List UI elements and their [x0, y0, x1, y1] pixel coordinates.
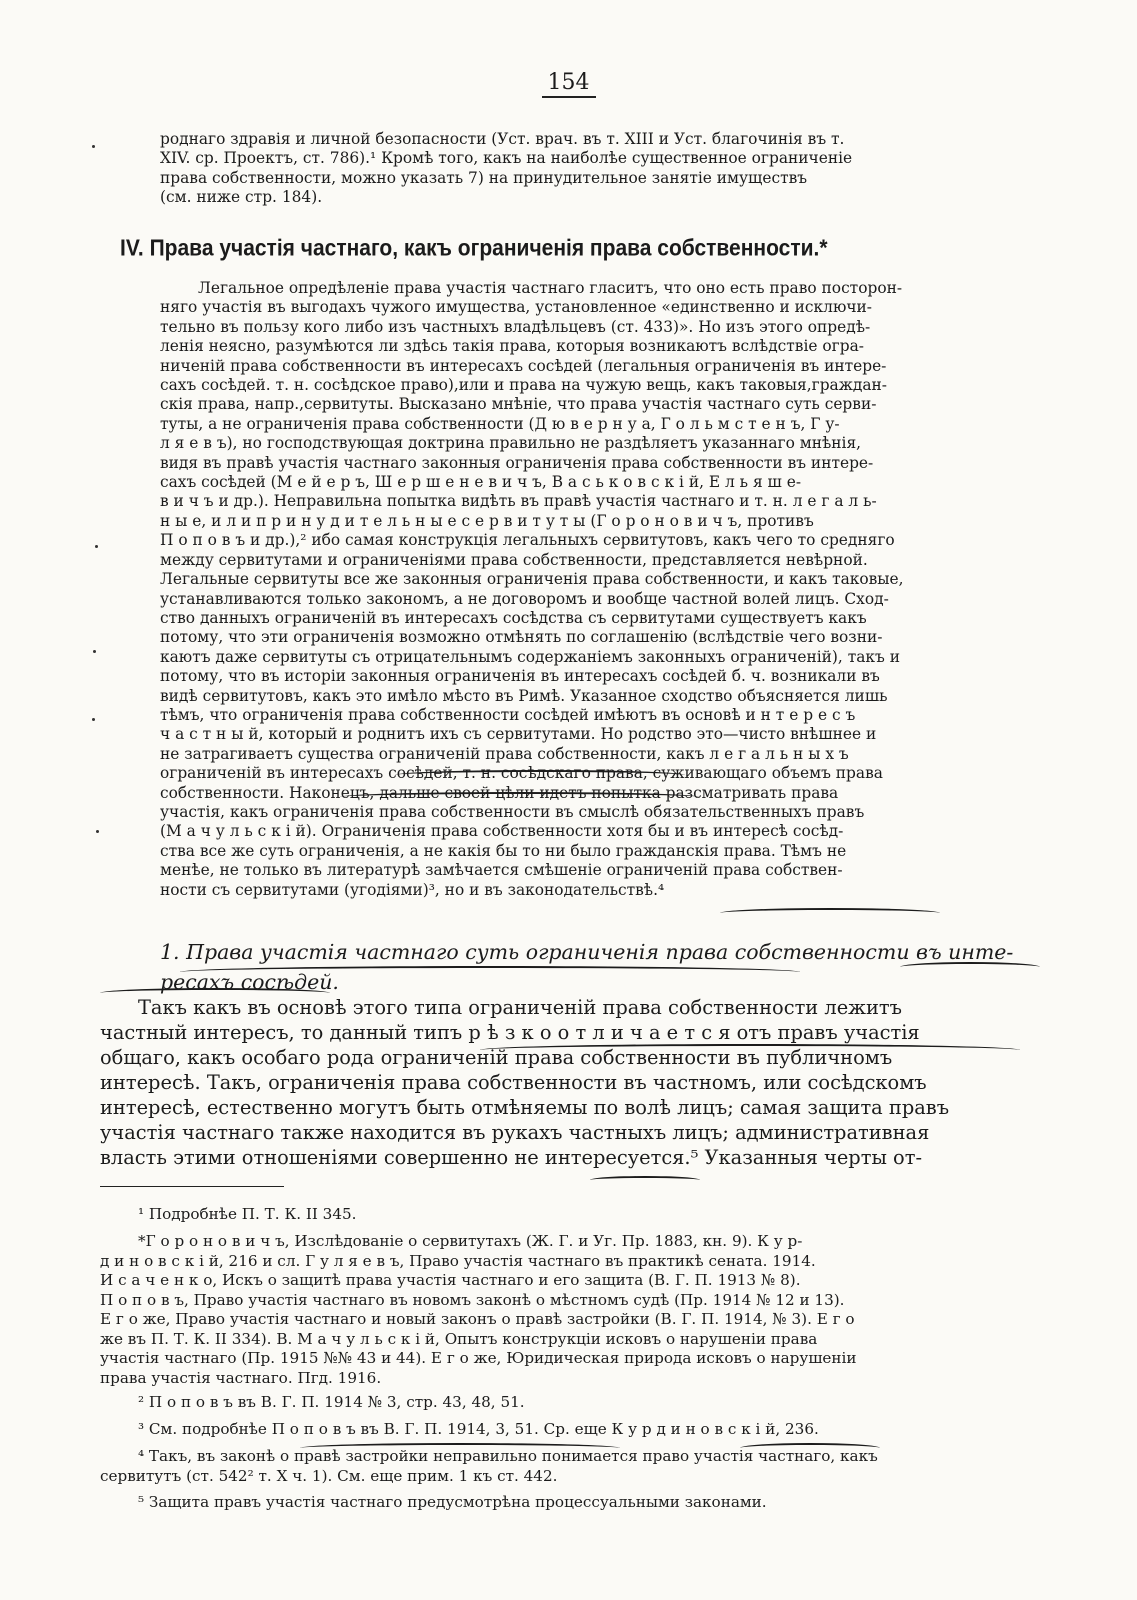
- text-line: ства все же суть ограниченія, а не какія бы то ни было гражданскія права. Тѣмъ не: [160, 841, 847, 860]
- text-line: устанавливаются только закономъ, а не договоромъ и вообще частной волей лицъ. Сход-: [160, 589, 889, 608]
- main-paragraph: [160, 279, 1000, 900]
- text-line: Легальное опредѣленіе права участія частнаго гласитъ, что оно есть право посторон-: [198, 279, 903, 297]
- text-line: роднаго здравія и личной безопасности (Уст. врач. въ т. XIII и Уст. благочинія въ т.: [160, 130, 845, 148]
- footnote-4: [100, 1447, 1010, 1486]
- text-line: П о п о в ъ, Право участія частнаго въ новомъ законѣ о мѣстномъ судѣ (Пр. 1914 № 12 и 13).: [100, 1290, 845, 1309]
- text-line: же въ П. Т. К. II 334). В. М а ч у л ь с к і й, Опытъ конструкціи исковъ о нарушеніи права: [100, 1329, 818, 1348]
- text-line: видя въ правѣ участія частнаго законныя ограниченія права собственности въ интере-: [160, 453, 874, 472]
- page-number: 154: [0, 70, 1137, 95]
- pen-underline: [395, 770, 685, 780]
- text-line: XIV. ср. Проектъ, ст. 786).¹ Кромѣ того, какъ на наиболѣе существенное ограниченіе: [160, 149, 853, 168]
- pen-underline: [590, 1176, 700, 1184]
- text-line: л я е в ъ), но господствующая доктрина правильно не раздѣляетъ указаннаго мнѣнія,: [160, 434, 862, 453]
- pen-underline: [300, 1443, 620, 1453]
- text-line: д и н о в с к і й, 216 и сл. Г у л я е в ъ, Право участія частнаго въ практикѣ сената. 1914.: [100, 1251, 816, 1270]
- text-line: права собственности, можно указать 7) на принудительное занятіе имуществъ: [160, 168, 808, 187]
- text-line: не затрагиваетъ существа ограниченій права собственности, какъ л е г а л ь н ы х ъ: [160, 744, 849, 763]
- text-line: интересѣ. Такъ, ограниченія права собственности въ частномъ, или сосѣдскомъ: [100, 1071, 927, 1094]
- text-line: 1. Права участія частнаго суть ограниченія права собственности въ инте-: [160, 940, 1014, 964]
- text-line: тѣмъ, что ограниченія права собственности сосѣдей имѣютъ въ основѣ и н т е р е с ъ: [160, 705, 856, 724]
- text-line: Такъ какъ въ основѣ этого типа ограниченій права собственности лежитъ: [138, 996, 902, 1019]
- text-line: участія частнаго также находится въ рукахъ частныхъ лицъ; административная: [100, 1121, 930, 1144]
- text-line: права участія частнаго. Пгд. 1916.: [100, 1368, 382, 1387]
- text-line: туты, а не ограниченія права собственности (Д ю в е р н у а, Г о л ь м с т е н ъ, Г у-: [160, 414, 840, 433]
- text-line: общаго, какъ особаго рода ограниченій права собственности въ публичномъ: [100, 1046, 893, 1069]
- text-line: каютъ даже сервитуты съ отрицательнымъ содержаніемъ законныхъ ограниченій), такъ и: [160, 647, 900, 666]
- footnote-divider: [100, 1186, 284, 1187]
- text-line: (см. ниже стр. 184).: [160, 188, 323, 207]
- pen-underline: [740, 1443, 880, 1453]
- top-paragraph: [160, 130, 1000, 208]
- text-line: власть этими отношеніями совершенно не интересуется.⁵ Указанныя черты от-: [100, 1146, 923, 1169]
- text-line: видѣ сервитутовъ, какъ это имѣло мѣсто въ Римѣ. Указанное сходство объясняется лишь: [160, 686, 888, 705]
- text-line: собственности. Наконецъ, дальше своей цѣли идетъ попытка разсматривать права: [160, 783, 839, 802]
- footnote-5: [100, 1493, 1010, 1513]
- text-line: ство данныхъ ограниченій въ интересахъ сосѣдства съ сервитутами существуетъ какъ: [160, 608, 867, 627]
- pen-underline: [720, 908, 940, 918]
- text-line: ресахъ сосѣдей.: [160, 970, 339, 994]
- text-line: сахъ сосѣдей. т. н. сосѣдское право),или и права на чужую вещь, какъ таковыя,граждан-: [160, 376, 888, 395]
- large-paragraph: [100, 995, 1010, 1170]
- text-line: сервитутъ (ст. 542² т. X ч. 1). См. еще прим. 1 къ ст. 442.: [100, 1466, 558, 1485]
- text-line: ³ См. подробнѣе П о п о в ъ въ В. Г. П. 1914, 3, 51. Ср. еще К у р д и н о в с к і й, 236.: [138, 1420, 819, 1438]
- text-line: менѣе, не только въ литературѣ замѣчается смѣшеніе ограниченій права собствен-: [160, 861, 843, 880]
- footnote-2: [100, 1393, 1010, 1413]
- text-line: потому, что въ исторіи законныя ограниченія въ интересахъ сосѣдей б. ч. возникали въ: [160, 667, 880, 686]
- margin-mark: [92, 145, 95, 148]
- text-line: между сервитутами и ограниченіями права собственности, представляется невѣрной.: [160, 550, 868, 569]
- footnote-1: [100, 1205, 1010, 1225]
- text-line: сахъ сосѣдей (М е й е р ъ, Ш е р ш е н е в и ч ъ, В а с ь к о в с к і й, Е л ь я ш е-: [160, 473, 802, 492]
- margin-mark: [96, 830, 99, 833]
- pen-underline: [340, 792, 700, 802]
- pen-underline: [180, 966, 800, 978]
- text-line: в и ч ъ и др.). Неправильна попытка видѣть въ правѣ участія частнаго и т. н. л е г а л ь-: [160, 492, 877, 511]
- text-line: *Г о р о н о в и ч ъ, Изслѣдованіе о сервитутахъ (Ж. Г. и Уг. Пр. 1883, кн. 9). К у р-: [138, 1232, 803, 1250]
- text-line: интересѣ, естественно могутъ быть отмѣняемы по волѣ лицъ; самая защита правъ: [100, 1096, 950, 1119]
- text-line: ограниченій въ интересахъ сосѣдей, т. н. сосѣдскаго права, суживающаго объемъ права: [160, 764, 883, 783]
- text-line: тельно въ пользу кого либо изъ частныхъ владѣльцевъ (ст. 433)». Но изъ этого опредѣ-: [160, 317, 871, 336]
- text-line: ниченій права собственности въ интересахъ сосѣдей (легальныя ограниченія въ интере-: [160, 356, 887, 375]
- pen-underline: [100, 988, 330, 998]
- text-line: ² П о п о в ъ въ В. Г. П. 1914 № 3, стр. 43, 48, 51.: [138, 1393, 525, 1411]
- text-line: ⁴ Такъ, въ законѣ о правѣ застройки неправильно понимается право участія частнаго, какъ: [138, 1447, 878, 1465]
- text-line: Легальные сервитуты все же законныя ограниченія права собственности, и какъ таковые,: [160, 570, 904, 589]
- text-line: ности съ сервитутами (угодіями)³, но и въ законодательствѣ.⁴: [160, 880, 665, 899]
- text-line: И с а ч е н к о, Искъ о защитѣ права участія частнаго и его защита (В. Г. П. 1913 № 8).: [100, 1271, 801, 1289]
- margin-mark: [92, 718, 95, 721]
- margin-mark: [93, 650, 96, 653]
- pen-underline: [480, 1044, 1020, 1056]
- text-line: участія, какъ ограниченія права собственности въ смыслѣ обязательственныхъ правъ: [160, 802, 865, 821]
- text-line: ленія неясно, разумѣются ли здѣсь такія права, которыя возникаютъ вслѣдствіе огра-: [160, 337, 864, 356]
- text-line: ⁵ Защита правъ участія частнаго предусмотрѣна процессуальными законами.: [138, 1493, 767, 1511]
- footnote-3: [100, 1420, 1010, 1440]
- section-heading: IV. Права участія частнаго, какъ ограниченія права собственности.*: [120, 236, 828, 261]
- text-line: (М а ч у л ь с к і й). Ограниченія права собственности хотя бы и въ интересѣ сосѣд-: [160, 822, 844, 841]
- text-line: няго участія въ выгодахъ чужого имущества, установленное «единственно и исключи-: [160, 298, 872, 317]
- text-line: потому, что эти ограниченія возможно отмѣнять по соглашенію (вслѣдствіе чего возни-: [160, 628, 883, 647]
- text-line: н ы е, и л и п р и н у д и т е л ь н ы е с е р в и т у т ы (Г о р о н о в и ч ъ, противъ: [160, 511, 814, 530]
- text-line: ч а с т н ы й, который и роднитъ ихъ съ сервитутами. Но родство это—чисто внѣшнее и: [160, 725, 877, 744]
- margin-mark: [95, 545, 98, 548]
- footnote-bibliography: [100, 1232, 1010, 1388]
- text-line: П о п о в ъ и др.),² ибо самая конструкція легальныхъ сервитутовъ, какъ чего то средняго: [160, 531, 895, 550]
- text-line: Е г о же, Право участія частнаго и новый законъ о правѣ застройки (В. Г. П. 1914, № 3). Е г о: [100, 1310, 855, 1328]
- text-line: частный интересъ, то данный типъ р ѣ з к о о т л и ч а е т с я отъ правъ участія: [100, 1021, 920, 1044]
- text-line: ¹ Подробнѣе П. Т. К. II 345.: [138, 1205, 357, 1223]
- pen-underline: [900, 962, 1040, 972]
- text-line: скія права, напр.,сервитуты. Высказано мнѣніе, что права участія частнаго суть серви-: [160, 395, 877, 414]
- text-line: участія частнаго (Пр. 1915 №№ 43 и 44). Е г о же, Юридическая природа исковъ о нарушеніи: [100, 1349, 857, 1367]
